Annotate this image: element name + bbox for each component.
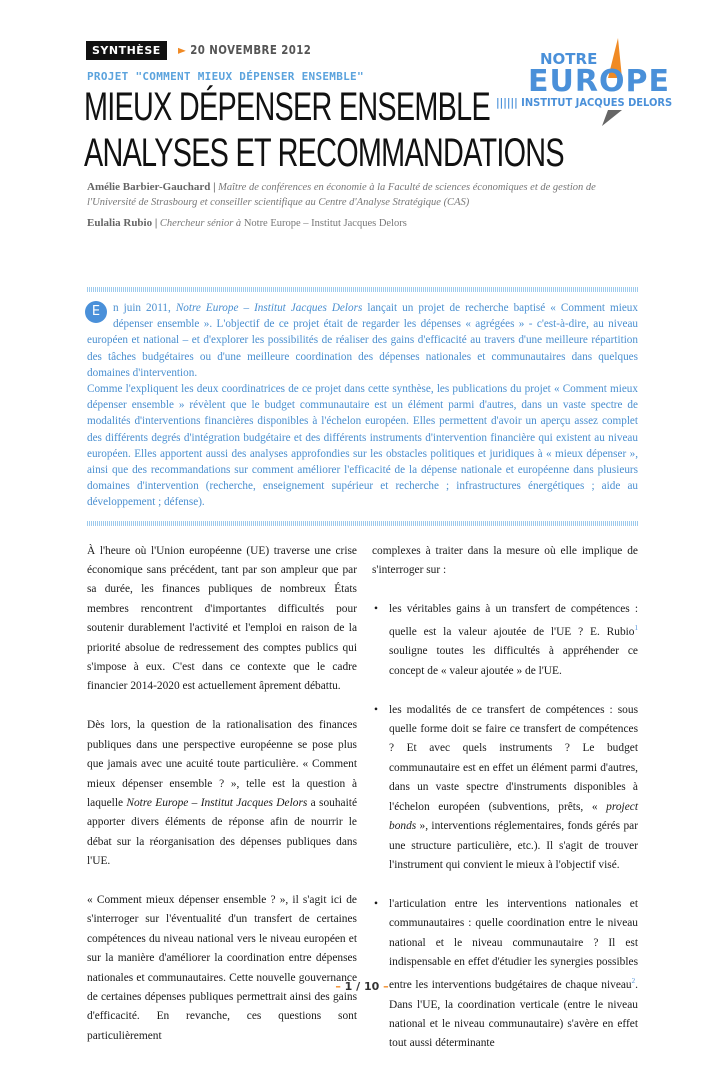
author [87,216,638,231]
authors [87,180,638,231]
text: Dès lors, la question de la rationalisation des finances publiques dans une perspective européenne se pose plus que jamais avec une acuité toute particulière. « Comment mieux dépenser ensemble ? », telle est la question à laquelle [87,719,357,809]
text: l'articulation entre les interventions nationales et communautaires : quelle coordination entre le niveau national et le niveau communautaire ? Il est indispensable en effet d'étudier les synergies possibles entre les interventions budgétaires de chaque niveau [389,897,638,992]
divider [87,521,638,526]
notre-europe-logo [490,38,690,118]
footnote-ref[interactable]: 2 [631,977,636,986]
content-flow [87,180,638,1073]
page-indicator: 1 / 10 [344,980,380,993]
author-name: Amélie Barbier-Gauchard | [87,181,216,193]
dropcap: E [85,301,107,323]
text: », interventions réglementaires, fonds gérés par une structure particulière, etc.). Il s'agit de trouver l'instrument qui convient le mieux à l'objectif visé. [389,820,638,871]
text: Notre Europe – Institut Jacques Delors [175,302,363,314]
page-number [0,980,724,993]
text: les modalités de ce transfert de compétences : sous quelle forme doit se faire ce transfert de compétences ? Et avec quels instruments ? Le budget communautaire est en effet un élément parmi d'autres, dans un vaste spectre d'instruments disponibles à l'échelon européen (subventions, prêts, « [389,703,638,813]
body-column-right [372,542,638,1073]
paragraph [87,716,357,871]
author-role: Maître de conférences en économie à la Faculté de sciences économiques et de gestion de l'Université de Strasbourg et conseiller scientifique au Centre d'Analyse Stratégique (CAS) [87,182,596,208]
footnote-ref[interactable]: 1 [634,624,638,633]
paragraph: « Comment mieux dépenser ensemble ? », il s'agit ici de s'interroger sur l'éventualité d'un transfert de certaines compétences du niveau national vers le niveau européen et sur la manière d'améliorer la coordination entre dépenses nationales et communautaires. Cette nouvelle gouvernance de certaines dépenses publiques permettrait ainsi des gains d'efficacité. En revanche, ces questions sont particulièrement [87,893,357,1042]
dash: – [383,980,389,993]
text: lançait un projet de recherche baptisé « Comment mieux dépenser ensemble ». L'objectif de ce projet était de regarder les dépenses « agrégées » - c'est-à-dire, au niveau européen et national – et d'explorer les possibilités de réaliser des gains d'efficacité au travers d'une meilleure répartition des tâches budgétaires ou d'une meilleure coordination des dépenses nationales et communautaires dans quelques domaines d'intervention. [87,302,638,379]
date-text: 20 NOVEMBRE 2012 [190,43,312,57]
author-role: Chercheur sénior à [159,218,242,229]
list-item [372,895,638,1054]
body-columns [87,542,638,1073]
title-line-1: MIEUX DÉPENSER ENSEMBLE [84,85,490,129]
text: souligne toutes les difficultés à appréhender ce concept de « valeur ajoutée » de l'UE. [389,645,638,677]
title-line-2: ANALYSES ET RECOMMANDATIONS [84,131,564,175]
divider [87,287,638,292]
list-item [372,600,638,681]
author-name: Eulalia Rubio | [87,217,158,229]
paragraph: À l'heure où l'Union européenne (UE) traverse une crise économique sans précédent, tant par son ampleur que par sa durée, les finances publiques de nombreux États membres rencontrent d'importantes difficultés pour soutenir durablement l'activité et l'emploi en raison de la priorité absolue de redressement des comptes publics qui s'impose à eux. C'est dans ce contexte que le cadre financier 2014-2020 est actuellement âprement débattu. [87,544,357,693]
arrow-icon: ► [178,43,187,57]
paragraph: complexes à traiter dans la mesure où elle implique de s'interroger sur : [372,544,638,577]
text: a souhaité apporter divers éléments de réponse afin de nourrir le débat sur la réorganisation des dépenses publiques dans l'UE. [87,796,357,868]
body-column-left [87,542,357,1073]
document-type-badge: SYNTHÈSE [86,41,167,60]
logo-text: |||||| INSTITUT JACQUES DELORS [496,96,673,109]
author [87,180,638,210]
publication-date [178,43,311,57]
author-org: Notre Europe – Institut Jacques Delors [243,218,407,229]
text: . Dans l'UE, la coordination verticale (entre le niveau national et le niveau communautaire) s'avère en effet tout aussi déterminante [389,979,638,1050]
text: n juin 2011, [113,302,176,314]
list-item [372,701,638,876]
project-label: PROJET "COMMENT MIEUX DÉPENSER ENSEMBLE" [87,70,364,83]
text: les véritables gains à un transfert de compétences : quelle est la valeur ajoutée de l'UE ? E. Rubio [389,602,638,639]
intro-abstract [87,300,638,511]
text: project bonds [389,800,638,833]
text: Comme l'expliquent les deux coordinatrices de ce projet dans cette synthèse, les publications du projet « Comment mieux dépenser ensemble » révèlent que le budget communautaire est un élément parmi d'autres, dans un vaste spectre de modalités d'interventions financières disponibles à l'échelon européen. Elles permettent d'avoir un aperçu assez complet des différents degrés d'intégration budgétaire et des différents instruments d'intervention financière qui existent au niveau européen. Elles apportent aussi des analyses approfondies sur les obstacles politiques et juridiques à « mieux dépenser », ainsi que des recommandations sur comment améliorer l'efficacité de la dépense nationale et européenne dans plusieurs domaines d'intervention (recherche, enseignement supérieur et recherche ; infrastructures énergétiques ; aide au développement ; défense). [87,383,638,509]
logo-text: NOTRE [540,50,598,68]
dash: – [335,980,341,993]
text: Notre Europe – Institut Jacques Delors [126,796,308,809]
logo-text: EUROPE [528,64,670,99]
